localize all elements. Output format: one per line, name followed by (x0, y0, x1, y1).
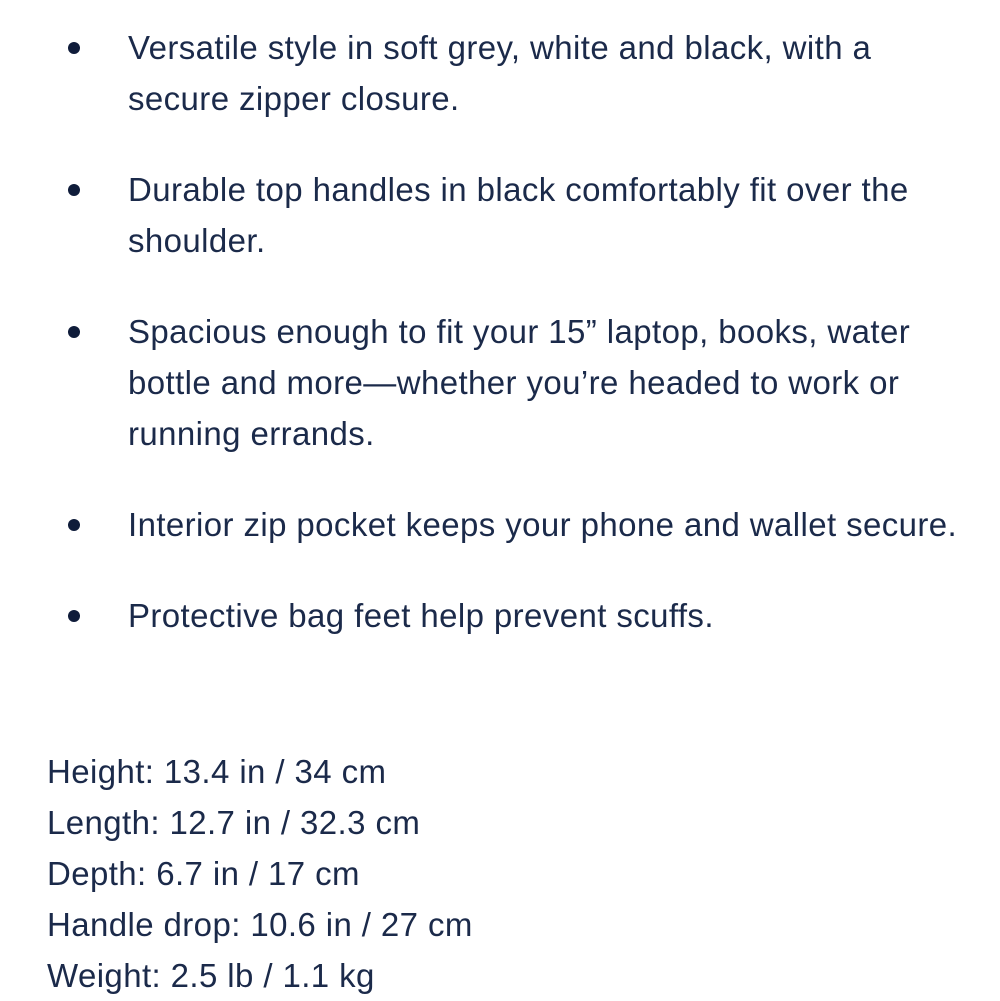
feature-list (0, 22, 1000, 681)
feature-text: Versatile style in soft grey, white and black, with a secure zipper closure. (128, 29, 872, 117)
spec-weight: Weight: 2.5 lb / 1.1 kg (47, 957, 375, 994)
feature-text: Interior zip pocket keeps your phone and wallet secure. (128, 506, 958, 543)
spec-depth: Depth: 6.7 in / 17 cm (47, 855, 360, 892)
feature-item (0, 164, 1000, 266)
bullet-icon (68, 610, 80, 622)
feature-item (0, 590, 1000, 641)
spec-length: Length: 12.7 in / 32.3 cm (47, 804, 421, 841)
spec-height: Height: 13.4 in / 34 cm (47, 753, 387, 790)
feature-item (0, 22, 1000, 124)
spec-handle-drop: Handle drop: 10.6 in / 27 cm (47, 906, 473, 943)
feature-text: Durable top handles in black comfortably fit over the shoulder. (128, 171, 909, 259)
feature-text: Spacious enough to fit your 15” laptop, books, water bottle and more—whether you’re headed to work or running errands. (128, 313, 911, 452)
dimensions-specs (47, 746, 947, 1001)
bullet-icon (68, 326, 80, 338)
bullet-icon (68, 184, 80, 196)
feature-item (0, 306, 1000, 459)
feature-item (0, 499, 1000, 550)
bullet-icon (68, 42, 80, 54)
bullet-icon (68, 519, 80, 531)
feature-text: Protective bag feet help prevent scuffs. (128, 597, 714, 634)
